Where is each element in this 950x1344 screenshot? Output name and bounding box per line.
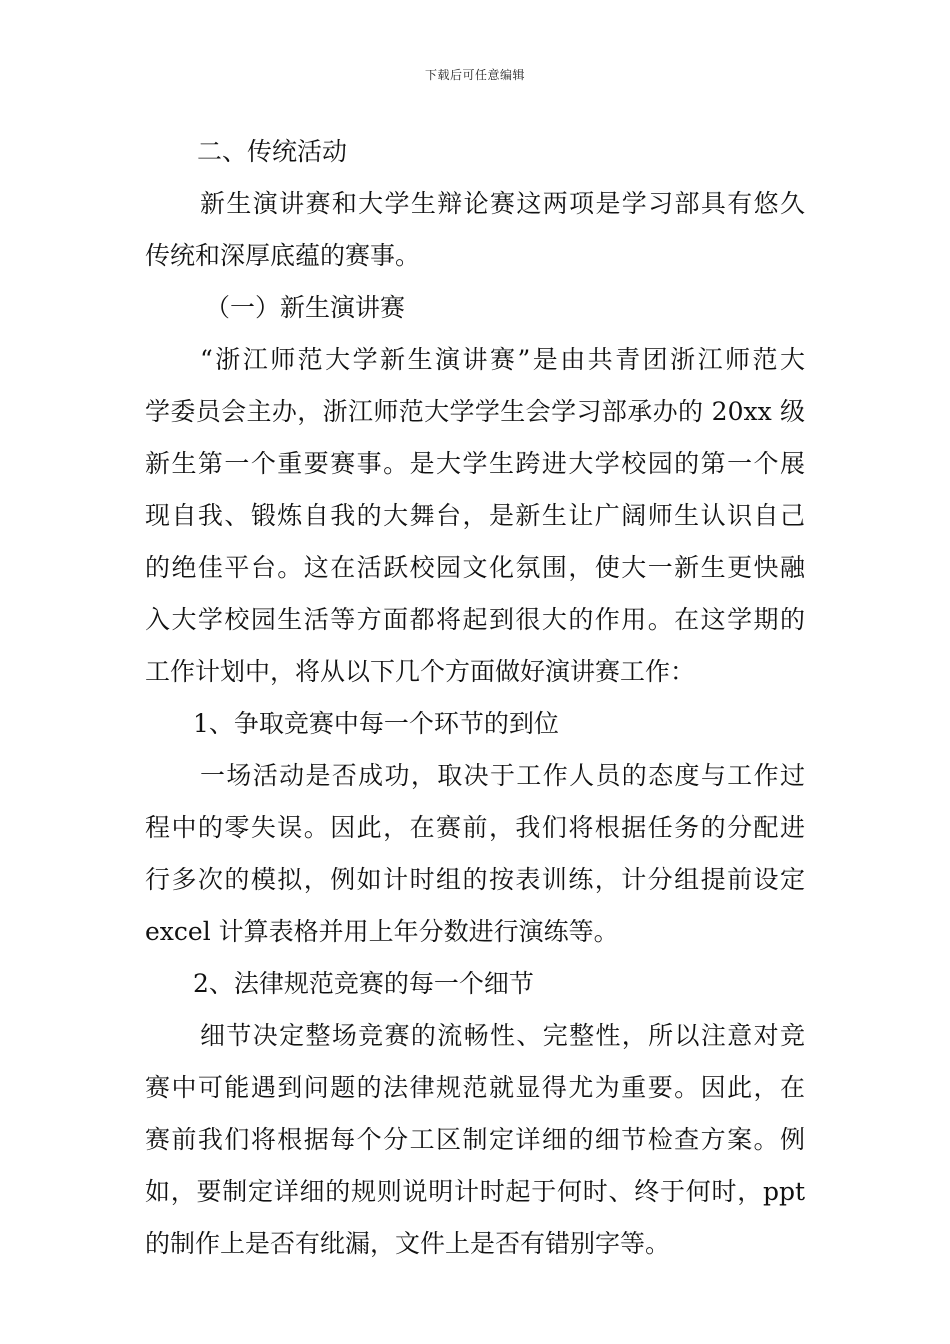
paragraph-line: “浙江师范大学新生演讲赛”是由共青团浙江师范大 — [200, 345, 805, 374]
paragraph-line: 赛前我们将根据每个分工区制定详细的细节检查方案。例 — [145, 1125, 805, 1154]
paragraph-line: 现自我、锻炼自我的大舞台，是新生让广阔师生认识自己 — [145, 501, 805, 530]
paragraph-line: 入大学校园生活等方面都将起到很大的作用。在这学期的 — [145, 605, 805, 634]
paragraph-line: 新生演讲赛和大学生辩论赛这两项是学习部具有悠久 — [200, 189, 805, 218]
paragraph-line: 的制作上是否有纰漏，文件上是否有错别字等。 — [145, 1229, 671, 1258]
paragraph-line: 学委员会主办，浙江师范大学学生会学习部承办的 20xx 级 — [145, 397, 805, 426]
paragraph-line: 一场活动是否成功，取决于工作人员的态度与工作过 — [200, 761, 805, 790]
paragraph-line: 程中的零失误。因此，在赛前，我们将根据任务的分配进 — [145, 813, 805, 842]
paragraph-line: 赛中可能遇到问题的法律规范就显得尤为重要。因此，在 — [145, 1073, 805, 1102]
subsection-heading: （一）新生演讲赛 — [205, 293, 406, 322]
paragraph-line: 新生第一个重要赛事。是大学生跨进大学校园的第一个展 — [145, 449, 805, 478]
paragraph-line: 的绝佳平台。这在活跃校园文化氛围，使大一新生更快融 — [145, 553, 805, 582]
paragraph-line: 行多次的模拟，例如计时组的按表训练，计分组提前设定 — [145, 865, 805, 894]
numbered-heading: 2、法律规范竞赛的每一个细节 — [193, 969, 534, 998]
section-heading: 二、传统活动 — [197, 137, 348, 166]
numbered-heading: 1、争取竞赛中每一个环节的到位 — [193, 709, 559, 738]
paragraph-line: 如，要制定详细的规则说明计时起于何时、终于何时，ppt — [145, 1177, 805, 1206]
paragraph-line: 细节决定整场竞赛的流畅性、完整性，所以注意对竞 — [200, 1021, 805, 1050]
paragraph-line: 工作计划中，将从以下几个方面做好演讲赛工作： — [145, 657, 696, 686]
paragraph-line: excel 计算表格并用上年分数进行演练等。 — [145, 917, 619, 946]
document-body — [145, 126, 805, 1270]
header-note: 下载后可任意编辑 — [424, 68, 525, 82]
paragraph-line: 传统和深厚底蕴的赛事。 — [145, 241, 421, 270]
